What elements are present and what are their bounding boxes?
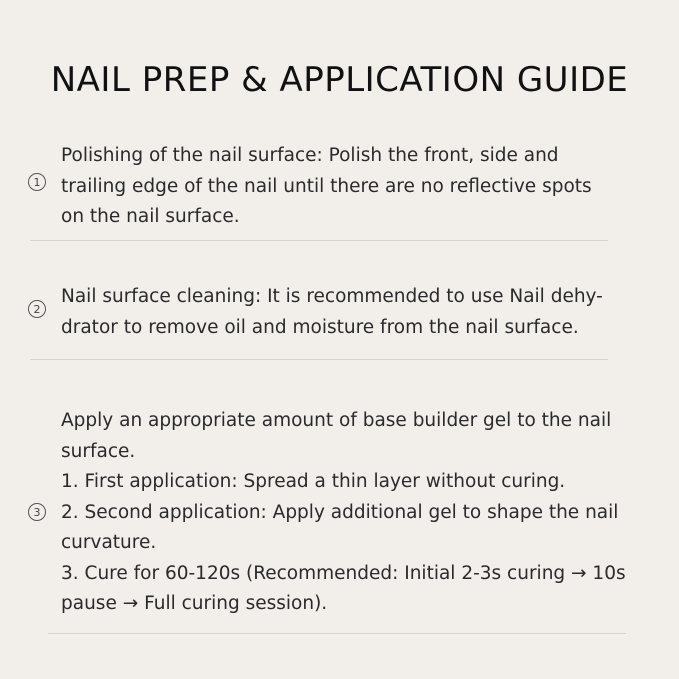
step-1-line-1: Polishing of the nail surface: Polish the front, side and <box>61 145 559 166</box>
step-number-badge: 1 <box>28 173 46 191</box>
divider <box>48 633 626 634</box>
step-2-line-1: Nail surface cleaning: It is recommended to use Nail dehy- <box>61 286 603 307</box>
step-3-line-3: 1. First application: Spread a thin layer without curing. <box>61 471 566 492</box>
divider <box>30 240 608 241</box>
step-3-line-1: Apply an appropriate amount of base builder gel to the nail <box>61 410 612 431</box>
step-1-text <box>61 141 651 233</box>
divider <box>30 359 608 360</box>
step-number-badge: 2 <box>28 300 46 318</box>
step-3-line-5: curvature. <box>61 532 157 553</box>
step-2-text <box>61 282 651 343</box>
step-1-line-2: trailing edge of the nail until there are no reflective spots <box>61 175 592 197</box>
step-3-text <box>61 406 651 620</box>
step-1-line-3: on the nail surface. <box>61 206 240 227</box>
page-title: NAIL PREP & APPLICATION GUIDE <box>50 60 629 100</box>
step-number-badge: 3 <box>28 503 46 521</box>
step-3-line-2: surface. <box>61 440 136 462</box>
step-3-line-4: 2. Second application: Apply additional gel to shape the nail <box>61 501 619 523</box>
step-2-line-2: drator to remove oil and moisture from the nail surface. <box>61 316 579 338</box>
step-3-line-6: 3. Cure for 60-120s (Recommended: Initial 2-3s curing → 10s <box>61 562 626 584</box>
step-3-line-7: pause → Full curing session). <box>61 593 328 614</box>
